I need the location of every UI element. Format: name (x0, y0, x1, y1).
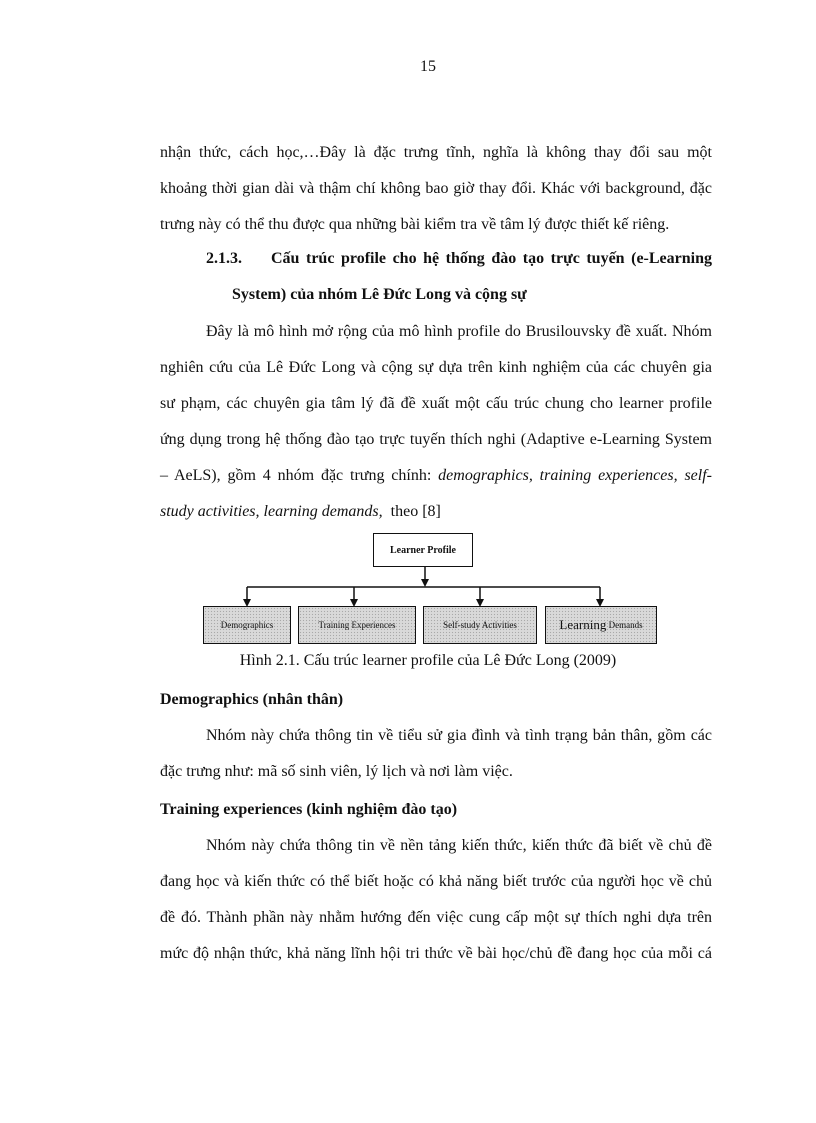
text-line: trưng này có thể thu được qua những bài kiểm tra về tâm lý được thiết kế riêng. (160, 216, 670, 233)
italic-span: study activities, learning demands, (160, 503, 383, 520)
text-line: Nhóm này chứa thông tin về tiểu sử gia đình và tình trạng bản thân, gồm các (206, 727, 712, 744)
text-line: Đây là mô hình mở rộng của mô hình profile do Brusilouvsky đề xuất. Nhóm (206, 323, 712, 340)
figure-caption: Hình 2.1. Cấu trúc learner profile của Lê Đức Long (2009) (239, 652, 617, 669)
text-line: mức độ nhận thức, khả năng lĩnh hội tri thức về bài học/chủ đề đang học của mỗi cá (160, 945, 712, 962)
box-training-experiences: Training Experiences (298, 606, 416, 644)
box-label-part: Demands (606, 620, 643, 630)
box-label-part: Learning (559, 617, 607, 632)
italic-span: demographics, training experiences, self- (438, 467, 712, 484)
text-line: Nhóm này chứa thông tin về nền tảng kiến thức, kiến thức đã biết về chủ đề (206, 837, 712, 854)
demographics-paragraph (160, 718, 712, 790)
box-learner-profile: Learner Profile (373, 533, 473, 567)
text-line (160, 494, 712, 530)
text-line: đang học và kiến thức có thể biết hoặc có khả năng biết trước của người học về chủ (160, 873, 712, 890)
text-span: theo [8] (382, 503, 441, 520)
section-number: 2.1.3. (206, 250, 242, 267)
text-span: – AeLS), gồm 4 nhóm đặc trưng chính: (160, 467, 439, 484)
training-paragraph (160, 828, 712, 972)
text-line: nghiên cứu của Lê Đức Long và cộng sự dựa trên kinh nghiệm của các chuyên gia (160, 359, 712, 376)
text-line: khoảng thời gian dài và thậm chí không bao giờ thay đổi. Khác với background, đặc (160, 180, 712, 197)
text-line: nhận thức, cách học,…Đây là đặc trưng tĩnh, nghĩa là không thay đổi sau một (160, 144, 712, 161)
text-line: sư phạm, các chuyên gia tâm lý đã đề xuất một cấu trúc chung cho learner profile (160, 395, 712, 412)
paragraph-intro (160, 314, 712, 530)
text-line: ứng dụng trong hệ thống đào tạo trực tuyến thích nghi (Adaptive e-Learning System (160, 431, 712, 448)
section-title-line1: Cấu trúc profile cho hệ thống đào tạo trực tuyến (e-Learning (271, 250, 712, 267)
text-line (160, 458, 712, 494)
paragraph-continuation (160, 135, 712, 243)
text-line: đề đó. Thành phần này nhằm hướng đến việc cung cấp một sự thích nghi dựa trên (160, 909, 712, 926)
box-demographics: Demographics (203, 606, 291, 644)
section-title-line2: System) của nhóm Lê Đức Long và cộng sự (232, 286, 527, 303)
box-learning-demands (545, 606, 657, 644)
box-self-study-activities: Self-study Activities (423, 606, 537, 644)
page-number: 15 (420, 58, 436, 75)
text-line: đặc trưng như: mã số sinh viên, lý lịch và nơi làm việc. (160, 763, 513, 780)
demographics-heading: Demographics (nhân thân) (160, 691, 344, 708)
training-heading: Training experiences (kinh nghiệm đào tạo) (160, 801, 458, 818)
